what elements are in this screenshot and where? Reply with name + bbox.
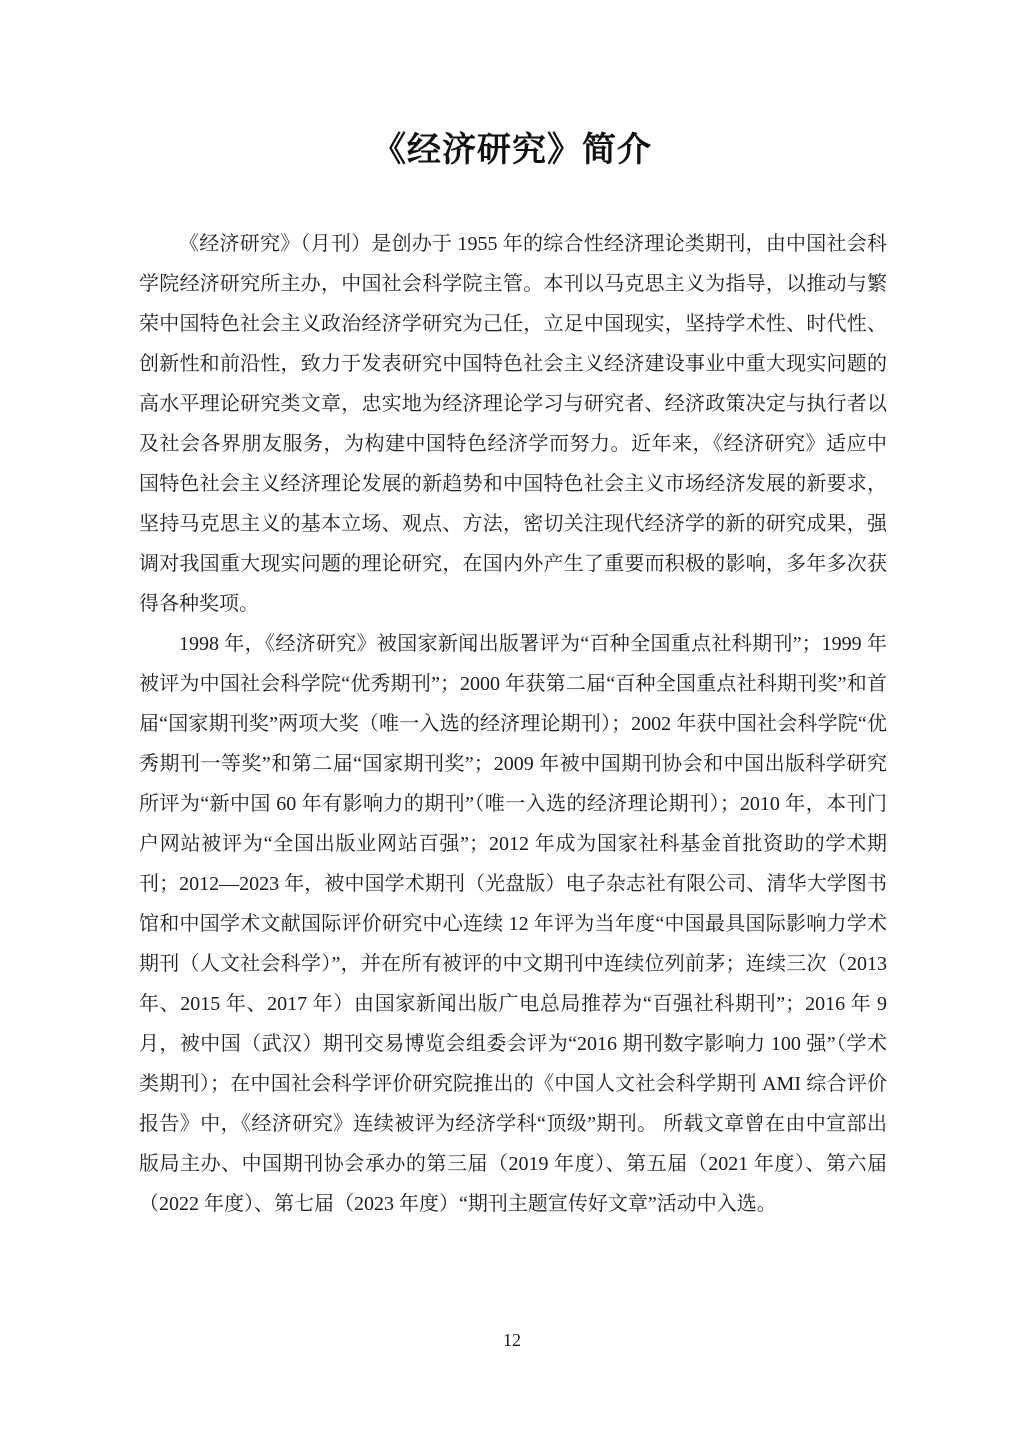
paragraph-journal-intro: 《经济研究》（月刊）是创办于 1955 年的综合性经济理论类期刊，由中国社会科学院经济研究所主办，中国社会科学院主管。本刊以马克思主义为指导，以推动与繁荣中国特色社会主义政治经济学研究为己任，立足中国现实，坚持学术性、时代性、创新性和前沿性，致力于发表研究中国特色社会主义经济建设事业中重大现实问题的高水平理论研究类文章，忠实地为经济理论学习与研究者、经济政策决定与执行者以及社会各界朋友服务，为构建中国特色经济学而努力。近年来，《经济研究》适应中国特色社会主义经济理论发展的新趋势和中国特色社会主义市场经济发展的新要求，坚持马克思主义的基本立场、观点、方法，密切关注现代经济学的新的研究成果，强调对我国重大现实问题的理论研究，在国内外产生了重要而积极的影响，多年多次获得各种奖项。 bbox=[139, 233, 887, 615]
paragraph-journal-awards: 1998 年，《经济研究》被国家新闻出版署评为“百种全国重点社科期刊”；1999 年被评为中国社会科学院“优秀期刊”；2000 年获第二届“百种全国重点社科期刊奖”和首届“国家期刊奖”两项大奖（唯一入选的经济理论期刊）；2002 年获中国社会科学院“优秀期刊一等奖”和第二届“国家期刊奖”；2009 年被中国期刊协会和中国出版科学研究所评为“新中国 60 年有影响力的期刊”（唯一入选的经济理论期刊）；2010 年，本刊门户网站被评为“全国出版业网站百强”；2012 年成为国家社科基金首批资助的学术期刊；2012—2023 年，被中国学术期刊（光盘版）电子杂志社有限公司、清华大学图书馆和中国学术文献国际评价研究中心连续 12 年评为当年度“中国最具国际影响力学术期刊（人文社会科学）”，并在所有被评的中文期刊中连续位列前茅；连续三次（2013 年、2015 年、2017 年）由国家新闻出版广电总局推荐为“百强社科期刊”；2016 年 9 月，被中国（武汉）期刊交易博览会组委会评为“2016 期刊数字影响力 100 强”（学术类期刊）；在中国社会科学评价研究院推出的《中国人文社会科学期刊 AMI 综合评价报告》中，《经济研究》连续被评为经济学科“顶级”期刊。 所载文章曾在由中宣部出版局主办、中国期刊协会承办的第三届（2019 年度）、第五届（2021 年度）、第六届（2022 年度）、第七届（2023 年度）“期刊主题宣传好文章”活动中入选。 bbox=[139, 633, 887, 1215]
page-title: 《经济研究》简介 bbox=[372, 132, 652, 169]
page-number: 12 bbox=[503, 1330, 521, 1350]
document-body bbox=[139, 224, 887, 1224]
